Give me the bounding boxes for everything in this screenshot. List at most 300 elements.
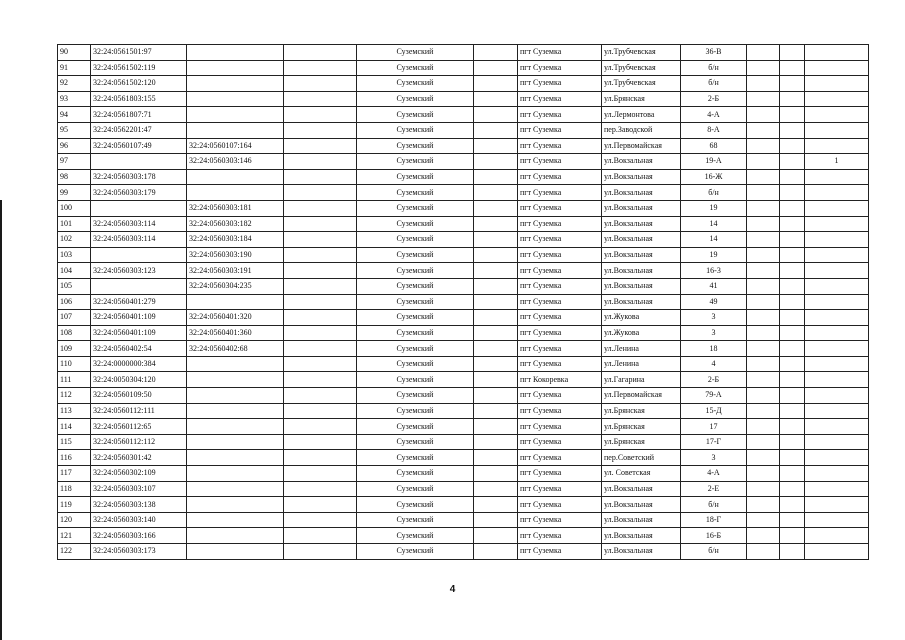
cadastral-number-alt-cell: [187, 497, 284, 513]
house-number-cell: 17: [681, 419, 747, 435]
empty-cell: [474, 76, 518, 92]
empty-cell: [474, 481, 518, 497]
district-cell: Суземский: [357, 60, 474, 76]
house-number-cell: 15-Д: [681, 403, 747, 419]
house-number-cell: 79-А: [681, 388, 747, 404]
empty-cell: [284, 450, 357, 466]
cadastral-number-alt-cell: 32:24:0560303:146: [187, 154, 284, 170]
street-cell: ул.Брянская: [602, 91, 681, 107]
cadastral-number-alt-cell: 32:24:0560303:191: [187, 263, 284, 279]
empty-cell: [474, 122, 518, 138]
locality-cell: пгт Суземка: [518, 232, 602, 248]
row-number-cell: 101: [58, 216, 91, 232]
locality-cell: пгт Суземка: [518, 466, 602, 482]
empty-cell: [747, 76, 780, 92]
row-number-cell: 91: [58, 60, 91, 76]
district-cell: Суземский: [357, 294, 474, 310]
empty-cell: [780, 450, 805, 466]
empty-cell: [747, 481, 780, 497]
house-number-cell: 3: [681, 310, 747, 326]
mark-cell: [805, 325, 869, 341]
cadastral-number-cell: 32:24:0560402:54: [91, 341, 187, 357]
house-number-cell: 14: [681, 232, 747, 248]
district-cell: Суземский: [357, 45, 474, 61]
mark-cell: [805, 528, 869, 544]
table-row: [58, 294, 869, 310]
empty-cell: [780, 434, 805, 450]
table-row: [58, 372, 869, 388]
locality-cell: пгт Суземка: [518, 138, 602, 154]
row-number-cell: 114: [58, 419, 91, 435]
mark-cell: [805, 341, 869, 357]
cadastral-number-cell: 32:24:0560401:279: [91, 294, 187, 310]
mark-cell: [805, 310, 869, 326]
empty-cell: [747, 356, 780, 372]
mark-cell: [805, 450, 869, 466]
empty-cell: [747, 60, 780, 76]
cadastral-number-cell: 32:24:0000000:384: [91, 356, 187, 372]
street-cell: ул.Трубчевская: [602, 45, 681, 61]
cadastral-number-alt-cell: 32:24:0560303:184: [187, 232, 284, 248]
cadastral-number-cell: [91, 200, 187, 216]
house-number-cell: 36-В: [681, 45, 747, 61]
mark-cell: [805, 76, 869, 92]
row-number-cell: 121: [58, 528, 91, 544]
mark-cell: [805, 481, 869, 497]
scan-edge-line: [0, 200, 2, 640]
locality-cell: пгт Суземка: [518, 419, 602, 435]
mark-cell: [805, 232, 869, 248]
cadastral-number-cell: [91, 278, 187, 294]
locality-cell: пгт Суземка: [518, 341, 602, 357]
table-row: [58, 91, 869, 107]
cadastral-number-cell: 32:24:0560303:114: [91, 232, 187, 248]
district-cell: Суземский: [357, 434, 474, 450]
table-row: [58, 263, 869, 279]
district-cell: Суземский: [357, 450, 474, 466]
street-cell: ул.Брянская: [602, 403, 681, 419]
mark-cell: [805, 388, 869, 404]
locality-cell: пгт Суземка: [518, 76, 602, 92]
mark-cell: [805, 45, 869, 61]
empty-cell: [747, 434, 780, 450]
empty-cell: [747, 403, 780, 419]
street-cell: ул.Вокзальная: [602, 216, 681, 232]
house-number-cell: 17-Г: [681, 434, 747, 450]
cadastral-number-cell: 32:24:0560302:109: [91, 466, 187, 482]
mark-cell: [805, 200, 869, 216]
table-row: [58, 310, 869, 326]
row-number-cell: 93: [58, 91, 91, 107]
district-cell: Суземский: [357, 91, 474, 107]
row-number-cell: 92: [58, 76, 91, 92]
empty-cell: [747, 185, 780, 201]
row-number-cell: 113: [58, 403, 91, 419]
locality-cell: пгт Суземка: [518, 122, 602, 138]
street-cell: ул.Вокзальная: [602, 528, 681, 544]
locality-cell: пгт Суземка: [518, 200, 602, 216]
empty-cell: [747, 200, 780, 216]
empty-cell: [780, 263, 805, 279]
empty-cell: [474, 497, 518, 513]
cadastral-number-cell: 32:24:0560303:138: [91, 497, 187, 513]
empty-cell: [284, 247, 357, 263]
locality-cell: пгт Суземка: [518, 450, 602, 466]
cadastral-number-alt-cell: [187, 544, 284, 560]
locality-cell: пгт Суземка: [518, 216, 602, 232]
empty-cell: [780, 528, 805, 544]
empty-cell: [284, 91, 357, 107]
empty-cell: [747, 169, 780, 185]
empty-cell: [474, 341, 518, 357]
mark-cell: [805, 466, 869, 482]
cadastral-number-cell: 32:24:0560401:109: [91, 325, 187, 341]
cadastral-number-cell: 32:24:0561502:119: [91, 60, 187, 76]
empty-cell: [474, 45, 518, 61]
cadastral-number-alt-cell: 32:24:0560107:164: [187, 138, 284, 154]
locality-cell: пгт Суземка: [518, 278, 602, 294]
row-number-cell: 116: [58, 450, 91, 466]
row-number-cell: 100: [58, 200, 91, 216]
house-number-cell: 16-Б: [681, 528, 747, 544]
table-row: [58, 497, 869, 513]
locality-cell: пгт Суземка: [518, 91, 602, 107]
empty-cell: [474, 372, 518, 388]
locality-cell: пгт Суземка: [518, 356, 602, 372]
empty-cell: [284, 107, 357, 123]
cadastral-number-cell: 32:24:0560303:140: [91, 512, 187, 528]
district-cell: Суземский: [357, 263, 474, 279]
district-cell: Суземский: [357, 138, 474, 154]
street-cell: пер.Советский: [602, 450, 681, 466]
empty-cell: [284, 356, 357, 372]
empty-cell: [474, 138, 518, 154]
table-row: [58, 481, 869, 497]
empty-cell: [474, 294, 518, 310]
empty-cell: [747, 450, 780, 466]
empty-cell: [474, 154, 518, 170]
cadastral-number-cell: 32:24:0560303:166: [91, 528, 187, 544]
cadastral-number-alt-cell: [187, 107, 284, 123]
empty-cell: [780, 185, 805, 201]
table-row: [58, 76, 869, 92]
empty-cell: [747, 325, 780, 341]
house-number-cell: 18: [681, 341, 747, 357]
mark-cell: [805, 278, 869, 294]
empty-cell: [474, 247, 518, 263]
empty-cell: [474, 60, 518, 76]
house-number-cell: б/н: [681, 544, 747, 560]
table-row: [58, 341, 869, 357]
locality-cell: пгт Суземка: [518, 154, 602, 170]
house-number-cell: б/н: [681, 76, 747, 92]
cadastral-number-alt-cell: [187, 528, 284, 544]
district-cell: Суземский: [357, 278, 474, 294]
cadastral-number-cell: 32:24:0560303:123: [91, 263, 187, 279]
district-cell: Суземский: [357, 512, 474, 528]
empty-cell: [780, 45, 805, 61]
cadastral-number-alt-cell: [187, 294, 284, 310]
cadastral-number-alt-cell: 32:24:0560401:320: [187, 310, 284, 326]
cadastral-number-cell: 32:24:0560301:42: [91, 450, 187, 466]
row-number-cell: 122: [58, 544, 91, 560]
street-cell: ул.Трубчевская: [602, 76, 681, 92]
street-cell: ул. Советская: [602, 466, 681, 482]
row-number-cell: 110: [58, 356, 91, 372]
street-cell: ул.Вокзальная: [602, 154, 681, 170]
district-cell: Суземский: [357, 76, 474, 92]
empty-cell: [747, 216, 780, 232]
house-number-cell: 16-3: [681, 263, 747, 279]
mark-cell: [805, 169, 869, 185]
cadastral-number-alt-cell: [187, 403, 284, 419]
street-cell: ул.Первомайская: [602, 138, 681, 154]
cadastral-number-alt-cell: 32:24:0560304:235: [187, 278, 284, 294]
district-cell: Суземский: [357, 154, 474, 170]
house-number-cell: 14: [681, 216, 747, 232]
cadastral-number-cell: 32:24:0560112:111: [91, 403, 187, 419]
locality-cell: пгт Суземка: [518, 528, 602, 544]
table-row: [58, 216, 869, 232]
table-row: [58, 45, 869, 61]
empty-cell: [780, 481, 805, 497]
empty-cell: [780, 388, 805, 404]
empty-cell: [780, 419, 805, 435]
district-cell: Суземский: [357, 481, 474, 497]
locality-cell: пгт Суземка: [518, 388, 602, 404]
mark-cell: [805, 91, 869, 107]
cadastral-number-alt-cell: [187, 356, 284, 372]
locality-cell: пгт Суземка: [518, 544, 602, 560]
street-cell: ул.Трубчевская: [602, 60, 681, 76]
cadastral-number-cell: [91, 154, 187, 170]
empty-cell: [747, 310, 780, 326]
empty-cell: [284, 169, 357, 185]
table-row: [58, 450, 869, 466]
street-cell: ул.Жукова: [602, 310, 681, 326]
empty-cell: [284, 434, 357, 450]
empty-cell: [474, 232, 518, 248]
property-registry-table: [57, 44, 869, 560]
table-row: [58, 544, 869, 560]
mark-cell: [805, 497, 869, 513]
empty-cell: [284, 341, 357, 357]
empty-cell: [284, 325, 357, 341]
empty-cell: [284, 528, 357, 544]
table-row: [58, 325, 869, 341]
locality-cell: пгт Суземка: [518, 45, 602, 61]
mark-cell: [805, 122, 869, 138]
street-cell: ул.Вокзальная: [602, 185, 681, 201]
empty-cell: [747, 544, 780, 560]
locality-cell: пгт Суземка: [518, 434, 602, 450]
row-number-cell: 119: [58, 497, 91, 513]
cadastral-number-alt-cell: [187, 60, 284, 76]
cadastral-number-cell: 32:24:0560107:49: [91, 138, 187, 154]
table-row: [58, 466, 869, 482]
cadastral-number-alt-cell: [187, 45, 284, 61]
street-cell: ул.Вокзальная: [602, 544, 681, 560]
empty-cell: [284, 122, 357, 138]
empty-cell: [747, 278, 780, 294]
empty-cell: [284, 466, 357, 482]
district-cell: Суземский: [357, 107, 474, 123]
empty-cell: [284, 497, 357, 513]
district-cell: Суземский: [357, 403, 474, 419]
mark-cell: [805, 372, 869, 388]
table-row: [58, 528, 869, 544]
empty-cell: [474, 169, 518, 185]
cadastral-number-cell: 32:24:0560112:112: [91, 434, 187, 450]
house-number-cell: 19-А: [681, 154, 747, 170]
cadastral-number-alt-cell: [187, 434, 284, 450]
locality-cell: пгт Кокоревка: [518, 372, 602, 388]
table-row: [58, 512, 869, 528]
empty-cell: [284, 544, 357, 560]
cadastral-number-cell: 32:24:0560303:107: [91, 481, 187, 497]
table-row: [58, 169, 869, 185]
table-row: [58, 419, 869, 435]
house-number-cell: 4: [681, 356, 747, 372]
house-number-cell: 4-А: [681, 107, 747, 123]
cadastral-number-cell: 32:24:0560303:173: [91, 544, 187, 560]
row-number-cell: 103: [58, 247, 91, 263]
cadastral-number-cell: 32:24:0050304:120: [91, 372, 187, 388]
mark-cell: [805, 185, 869, 201]
empty-cell: [747, 107, 780, 123]
empty-cell: [284, 481, 357, 497]
cadastral-number-alt-cell: 32:24:0560303:182: [187, 216, 284, 232]
empty-cell: [474, 434, 518, 450]
row-number-cell: 99: [58, 185, 91, 201]
empty-cell: [747, 341, 780, 357]
cadastral-number-cell: 32:24:0560109:50: [91, 388, 187, 404]
table-row: [58, 278, 869, 294]
cadastral-number-cell: 32:24:0562201:47: [91, 122, 187, 138]
mark-cell: [805, 107, 869, 123]
empty-cell: [747, 91, 780, 107]
street-cell: ул.Вокзальная: [602, 263, 681, 279]
table-row: [58, 388, 869, 404]
street-cell: ул.Жукова: [602, 325, 681, 341]
locality-cell: пгт Суземка: [518, 169, 602, 185]
mark-cell: 1: [805, 154, 869, 170]
empty-cell: [284, 76, 357, 92]
street-cell: ул.Вокзальная: [602, 497, 681, 513]
house-number-cell: 18-Г: [681, 512, 747, 528]
table-row: [58, 185, 869, 201]
row-number-cell: 109: [58, 341, 91, 357]
empty-cell: [747, 388, 780, 404]
empty-cell: [780, 310, 805, 326]
table-body: [58, 45, 869, 560]
street-cell: ул.Лермонтова: [602, 107, 681, 123]
empty-cell: [747, 232, 780, 248]
empty-cell: [284, 216, 357, 232]
district-cell: Суземский: [357, 232, 474, 248]
empty-cell: [780, 278, 805, 294]
street-cell: ул.Гагарина: [602, 372, 681, 388]
locality-cell: пгт Суземка: [518, 497, 602, 513]
empty-cell: [780, 403, 805, 419]
cadastral-number-alt-cell: [187, 481, 284, 497]
empty-cell: [474, 310, 518, 326]
empty-cell: [284, 263, 357, 279]
row-number-cell: 105: [58, 278, 91, 294]
row-number-cell: 115: [58, 434, 91, 450]
cadastral-number-alt-cell: [187, 419, 284, 435]
empty-cell: [474, 466, 518, 482]
mark-cell: [805, 403, 869, 419]
empty-cell: [284, 512, 357, 528]
district-cell: Суземский: [357, 497, 474, 513]
cadastral-number-cell: [91, 247, 187, 263]
cadastral-number-cell: 32:24:0560303:179: [91, 185, 187, 201]
district-cell: Суземский: [357, 419, 474, 435]
table-row: [58, 232, 869, 248]
cadastral-number-cell: 32:24:0560401:109: [91, 310, 187, 326]
empty-cell: [780, 466, 805, 482]
street-cell: ул.Вокзальная: [602, 512, 681, 528]
cadastral-number-alt-cell: [187, 466, 284, 482]
street-cell: ул.Вокзальная: [602, 200, 681, 216]
empty-cell: [780, 60, 805, 76]
empty-cell: [780, 294, 805, 310]
empty-cell: [284, 45, 357, 61]
district-cell: Суземский: [357, 466, 474, 482]
street-cell: ул.Ленина: [602, 356, 681, 372]
district-cell: Суземский: [357, 528, 474, 544]
mark-cell: [805, 512, 869, 528]
house-number-cell: 3: [681, 450, 747, 466]
row-number-cell: 97: [58, 154, 91, 170]
cadastral-number-alt-cell: [187, 372, 284, 388]
mark-cell: [805, 60, 869, 76]
locality-cell: пгт Суземка: [518, 310, 602, 326]
row-number-cell: 112: [58, 388, 91, 404]
table-row: [58, 200, 869, 216]
mark-cell: [805, 434, 869, 450]
empty-cell: [780, 91, 805, 107]
street-cell: пер.Заводской: [602, 122, 681, 138]
empty-cell: [747, 294, 780, 310]
table-row: [58, 434, 869, 450]
locality-cell: пгт Суземка: [518, 403, 602, 419]
row-number-cell: 102: [58, 232, 91, 248]
empty-cell: [780, 512, 805, 528]
house-number-cell: 68: [681, 138, 747, 154]
mark-cell: [805, 544, 869, 560]
empty-cell: [780, 169, 805, 185]
row-number-cell: 98: [58, 169, 91, 185]
empty-cell: [780, 138, 805, 154]
locality-cell: пгт Суземка: [518, 107, 602, 123]
street-cell: ул.Брянская: [602, 419, 681, 435]
cadastral-number-cell: 32:24:0561803:155: [91, 91, 187, 107]
empty-cell: [780, 341, 805, 357]
empty-cell: [474, 278, 518, 294]
house-number-cell: 2-Б: [681, 372, 747, 388]
empty-cell: [284, 60, 357, 76]
district-cell: Суземский: [357, 169, 474, 185]
table-row: [58, 138, 869, 154]
district-cell: Суземский: [357, 185, 474, 201]
cadastral-number-alt-cell: 32:24:0560303:190: [187, 247, 284, 263]
locality-cell: пгт Суземка: [518, 263, 602, 279]
empty-cell: [747, 154, 780, 170]
house-number-cell: 2-Е: [681, 481, 747, 497]
cadastral-number-cell: 32:24:0561502:120: [91, 76, 187, 92]
